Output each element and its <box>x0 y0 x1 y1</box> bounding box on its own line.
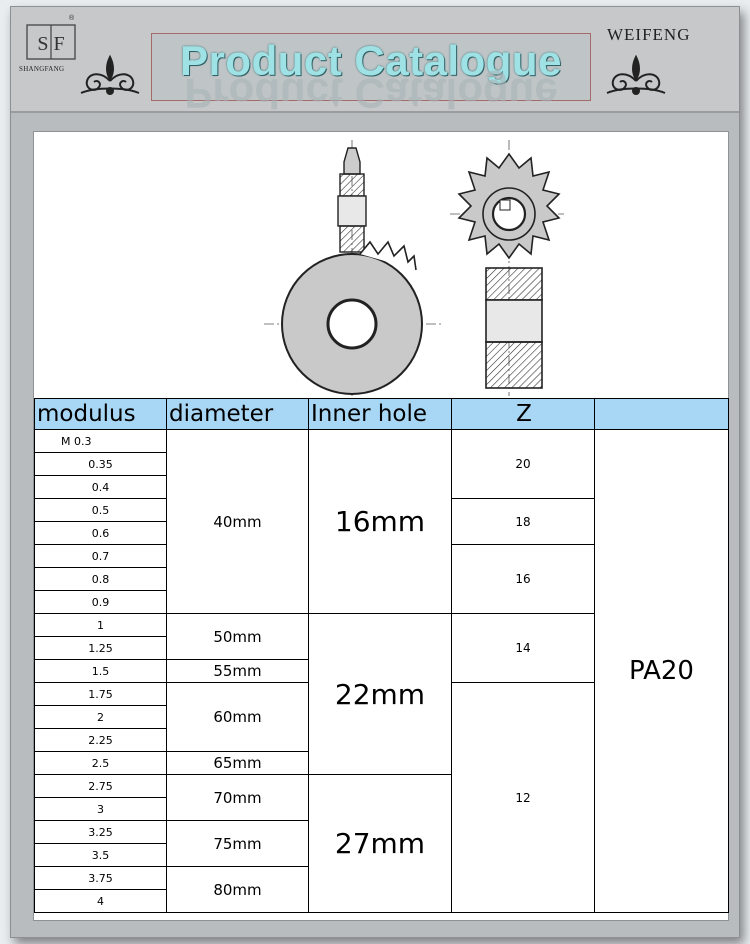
diameter-cell: 70mm <box>167 775 309 821</box>
diameter-cell: 80mm <box>167 867 309 913</box>
page-title: Product Catalogue <box>180 37 562 84</box>
table-header-row <box>35 399 729 430</box>
diameter-cell: 75mm <box>167 821 309 867</box>
modulus-cell: 2.5 <box>35 752 167 775</box>
logo-subtitle: SHANGFANG <box>19 65 65 73</box>
modulus-cell: 0.5 <box>35 499 167 522</box>
z-cell: 16 <box>452 545 595 614</box>
brand-logo <box>19 19 83 71</box>
modulus-cell: 1.5 <box>35 660 167 683</box>
pressure-angle-cell: PA20 <box>595 430 729 913</box>
modulus-cell: 2.75 <box>35 775 167 798</box>
modulus-cell: 4 <box>35 890 167 913</box>
header-blank <box>595 399 729 430</box>
modulus-cell: 1.25 <box>35 637 167 660</box>
modulus-cell: 1 <box>35 614 167 637</box>
modulus-cell: 0.8 <box>35 568 167 591</box>
gear-cutter-diagram-icon <box>264 140 564 396</box>
catalogue-table <box>34 398 729 913</box>
right-ornament-icon <box>601 51 671 99</box>
modulus-cell: 0.4 <box>35 476 167 499</box>
modulus-cell: 0.7 <box>35 545 167 568</box>
inner-hole-cell: 16mm <box>309 430 452 614</box>
inner-hole-cell: 22mm <box>309 614 452 775</box>
modulus-cell: 2.25 <box>35 729 167 752</box>
modulus-cell: 3 <box>35 798 167 821</box>
modulus-cell: 2 <box>35 706 167 729</box>
title-box <box>151 33 591 117</box>
title-reflection: Product Catalogue <box>184 70 558 117</box>
header-diameter: diameter <box>167 399 309 430</box>
modulus-cell: 3.25 <box>35 821 167 844</box>
z-cell: 18 <box>452 499 595 545</box>
diameter-cell: 40mm <box>167 430 309 614</box>
left-ornament-icon <box>75 51 145 99</box>
modulus-cell: 3.5 <box>35 844 167 867</box>
modulus-cell: 0.9 <box>35 591 167 614</box>
modulus-cell: 0.35 <box>35 453 167 476</box>
z-cell: 12 <box>452 683 595 913</box>
modulus-cell: 0.6 <box>35 522 167 545</box>
modulus-cell: M 0.3 <box>35 430 167 453</box>
catalogue-panel <box>33 131 729 921</box>
modulus-cell: 1.75 <box>35 683 167 706</box>
catalogue-frame <box>10 6 740 938</box>
inner-hole-cell: 27mm <box>309 775 452 913</box>
diameter-cell: 60mm <box>167 683 309 752</box>
table-row <box>35 430 729 453</box>
diameter-cell: 55mm <box>167 660 309 683</box>
logo-mark: S F <box>37 33 65 55</box>
header-bar <box>11 7 739 117</box>
diameter-cell: 50mm <box>167 614 309 660</box>
brand-name: WEIFENG <box>607 25 691 44</box>
z-cell: 14 <box>452 614 595 683</box>
modulus-cell: 3.75 <box>35 867 167 890</box>
header-modulus: modulus <box>35 399 167 430</box>
trademark-symbol: ® <box>69 15 75 22</box>
diameter-cell: 65mm <box>167 752 309 775</box>
header-z: Z <box>452 399 595 430</box>
header-inner-hole: Inner hole <box>309 399 452 430</box>
z-cell: 20 <box>452 430 595 499</box>
